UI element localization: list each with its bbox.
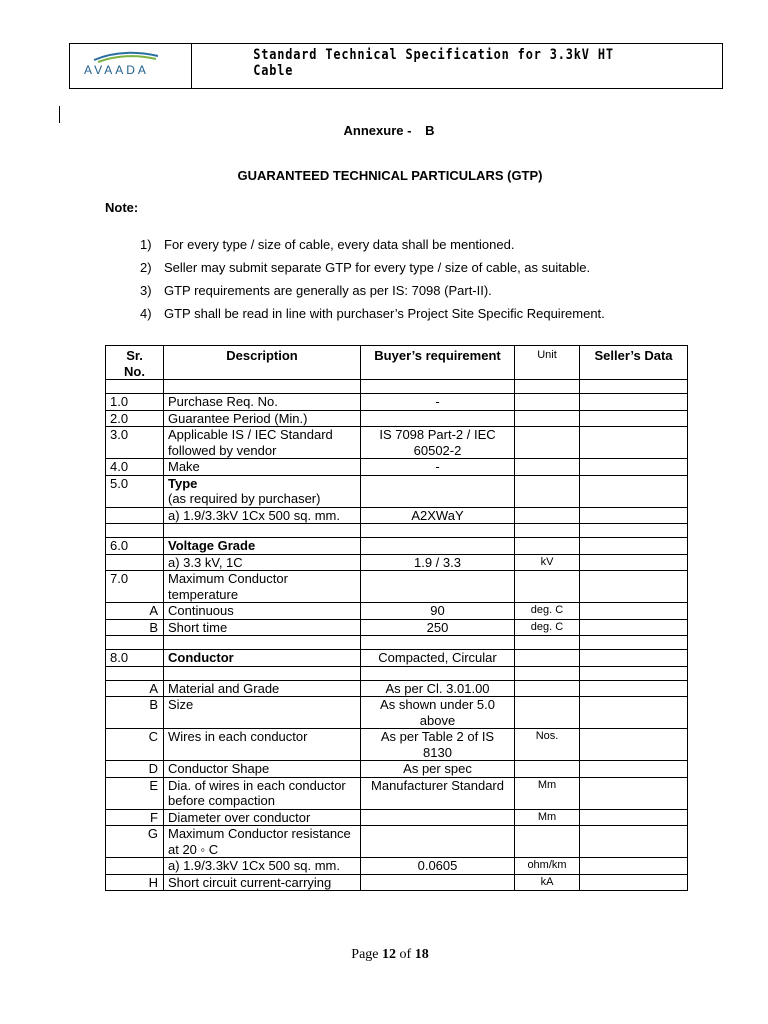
cell-sr-no: D xyxy=(106,761,164,778)
document-title: Standard Technical Specification for 3.3kV HT Cable xyxy=(253,47,614,79)
cell-description xyxy=(164,680,361,697)
cell-sr-no xyxy=(106,524,164,538)
table-row xyxy=(106,874,688,891)
header-buyer-requirement: Buyer’s requirement xyxy=(361,346,515,380)
table-row xyxy=(106,507,688,524)
cell-sr-no: G xyxy=(106,826,164,858)
cell-buyer-requirement xyxy=(361,666,515,680)
page-footer xyxy=(0,947,768,963)
document-header xyxy=(69,43,723,89)
cell-unit xyxy=(515,459,580,476)
cell-sr-no xyxy=(106,666,164,680)
cell-sr-no xyxy=(106,554,164,571)
cell-seller-data[interactable] xyxy=(580,459,688,476)
cell-buyer-requirement: As per spec xyxy=(361,761,515,778)
table-row xyxy=(106,761,688,778)
cell-unit xyxy=(515,571,580,603)
cell-seller-data[interactable] xyxy=(580,729,688,761)
description-text: Voltage Grade xyxy=(168,538,256,553)
cell-seller-data[interactable] xyxy=(580,538,688,555)
cell-buyer-requirement xyxy=(361,524,515,538)
cell-seller-data[interactable] xyxy=(580,524,688,538)
table-row xyxy=(106,697,688,729)
table-row xyxy=(106,571,688,603)
description-text: Guarantee Period (Min.) xyxy=(168,410,308,426)
header-description: Description xyxy=(164,346,361,380)
cell-unit xyxy=(515,697,580,729)
cell-buyer-requirement xyxy=(361,874,515,891)
cell-description xyxy=(164,410,361,427)
description-text: Short circuit current-carrying xyxy=(168,874,332,890)
table-row xyxy=(106,538,688,555)
table-row xyxy=(106,394,688,411)
table-row xyxy=(106,809,688,826)
cell-seller-data[interactable] xyxy=(580,427,688,459)
cell-buyer-requirement: As per Table 2 of IS 8130 xyxy=(361,729,515,761)
cell-seller-data[interactable] xyxy=(580,475,688,507)
cell-buyer-requirement: 0.0605 xyxy=(361,858,515,875)
cell-description xyxy=(164,524,361,538)
cell-buyer-requirement xyxy=(361,826,515,858)
page-total: 18 xyxy=(414,947,429,962)
table-row xyxy=(106,603,688,620)
cell-sr-no xyxy=(106,636,164,650)
cell-seller-data[interactable] xyxy=(580,826,688,858)
cell-unit xyxy=(515,410,580,427)
cell-sr-no: 5.0 xyxy=(106,475,164,507)
description-text: Maximum Conductor temperature xyxy=(168,571,288,602)
cell-seller-data[interactable] xyxy=(580,507,688,524)
cell-unit: Nos. xyxy=(515,729,580,761)
note-item: 4) GTP shall be read in line with purchaser’s Project Site Specific Requirement. xyxy=(140,306,605,321)
cell-description xyxy=(164,697,361,729)
cell-description xyxy=(164,394,361,411)
cell-seller-data[interactable] xyxy=(580,636,688,650)
cell-sr-no xyxy=(106,507,164,524)
cell-seller-data[interactable] xyxy=(580,380,688,394)
table-row xyxy=(106,729,688,761)
cell-description xyxy=(164,538,361,555)
cell-buyer-requirement xyxy=(361,571,515,603)
table-row xyxy=(106,680,688,697)
description-text: Purchase Req. No. xyxy=(168,394,278,409)
cell-unit: deg. C xyxy=(515,603,580,620)
cell-unit: deg. C xyxy=(515,619,580,636)
note-item: 1) For every type / size of cable, every data shall be mentioned. xyxy=(140,237,515,252)
header-sr-no: Sr. No. xyxy=(106,346,164,380)
cell-description xyxy=(164,761,361,778)
cell-buyer-requirement xyxy=(361,538,515,555)
cell-description xyxy=(164,554,361,571)
note-label: Note: xyxy=(105,200,139,215)
gtp-heading: GUARANTEED TECHNICAL PARTICULARS (GTP) xyxy=(237,168,543,183)
cell-buyer-requirement: IS 7098 Part-2 / IEC 60502-2 xyxy=(361,427,515,459)
logo-swoosh-icon xyxy=(92,50,162,64)
cell-sr-no: B xyxy=(106,619,164,636)
cell-seller-data[interactable] xyxy=(580,858,688,875)
notes-list xyxy=(140,237,605,329)
cell-unit xyxy=(515,761,580,778)
cell-description xyxy=(164,809,361,826)
logo-text: AVAADA xyxy=(84,63,149,77)
cell-seller-data[interactable] xyxy=(580,777,688,809)
gtp-table xyxy=(105,345,688,891)
cell-description xyxy=(164,858,361,875)
cell-description xyxy=(164,603,361,620)
cell-buyer-requirement: Compacted, Circular xyxy=(361,650,515,667)
cell-description xyxy=(164,777,361,809)
cell-unit xyxy=(515,650,580,667)
cell-sr-no: A xyxy=(106,680,164,697)
description-text: Material and Grade xyxy=(168,680,280,696)
description-text: Applicable IS / IEC Standard followed by vendor xyxy=(168,427,333,458)
description-text: a) 1.9/3.3kV 1Cx 500 sq. mm. xyxy=(168,507,340,523)
cell-sr-no: A xyxy=(106,603,164,620)
table-row xyxy=(106,410,688,427)
description-text: Type xyxy=(168,475,198,491)
cell-unit xyxy=(515,680,580,697)
cell-unit xyxy=(515,524,580,538)
cell-description xyxy=(164,826,361,858)
note-item: 2) Seller may submit separate GTP for every type / size of cable, as suitable. xyxy=(140,260,591,275)
cell-sr-no: 6.0 xyxy=(106,538,164,555)
description-text: Conductor Shape xyxy=(168,761,270,776)
table-row xyxy=(106,475,688,507)
description-text: Diameter over conductor xyxy=(168,809,311,825)
cell-unit xyxy=(515,826,580,858)
description-text: Size xyxy=(168,697,194,712)
cell-description xyxy=(164,874,361,891)
cell-description xyxy=(164,571,361,603)
cell-sr-no: F xyxy=(106,809,164,826)
cell-buyer-requirement xyxy=(361,380,515,394)
cell-buyer-requirement xyxy=(361,809,515,826)
note-item: 3) GTP requirements are generally as per IS: 7098 (Part-II). xyxy=(140,283,492,298)
description-subtext: (as required by purchaser) xyxy=(168,491,321,506)
cell-unit xyxy=(515,507,580,524)
cell-sr-no: B xyxy=(106,697,164,729)
cell-unit xyxy=(515,394,580,411)
cell-sr-no: 2.0 xyxy=(106,410,164,427)
cell-description xyxy=(164,636,361,650)
cell-seller-data[interactable] xyxy=(580,619,688,636)
cell-seller-data[interactable] xyxy=(580,410,688,427)
cell-buyer-requirement xyxy=(361,410,515,427)
cell-seller-data[interactable] xyxy=(580,680,688,697)
cell-sr-no: 7.0 xyxy=(106,571,164,603)
table-row xyxy=(106,636,688,650)
cell-buyer-requirement: 90 xyxy=(361,603,515,620)
cell-unit xyxy=(515,475,580,507)
header-seller-data: Seller’s Data xyxy=(580,346,688,380)
description-text: a) 1.9/3.3kV 1Cx 500 sq. mm. xyxy=(168,858,340,873)
table-row xyxy=(106,380,688,394)
cell-buyer-requirement: As per Cl. 3.01.00 xyxy=(361,680,515,697)
table-row xyxy=(106,826,688,858)
description-text: Continuous xyxy=(168,603,234,618)
cell-description xyxy=(164,507,361,524)
cell-sr-no xyxy=(106,380,164,394)
cell-seller-data[interactable] xyxy=(580,761,688,778)
table-row xyxy=(106,650,688,667)
annexure-letter: B xyxy=(425,123,435,138)
cell-sr-no: 4.0 xyxy=(106,459,164,476)
cell-unit: Mm xyxy=(515,777,580,809)
cell-seller-data[interactable] xyxy=(580,394,688,411)
cell-unit xyxy=(515,538,580,555)
table-row xyxy=(106,777,688,809)
page-word: Page xyxy=(351,947,379,962)
page-number: 12 xyxy=(382,947,397,962)
cell-buyer-requirement: As shown under 5.0 above xyxy=(361,697,515,729)
cell-description xyxy=(164,475,361,507)
cell-seller-data[interactable] xyxy=(580,697,688,729)
cell-buyer-requirement xyxy=(361,475,515,507)
description-text: Maximum Conductor resistance at 20 ◦ C xyxy=(168,826,351,857)
annexure-heading xyxy=(0,123,768,138)
cell-seller-data[interactable] xyxy=(580,666,688,680)
cell-unit: ohm/km xyxy=(515,858,580,875)
cell-seller-data[interactable] xyxy=(580,874,688,891)
cell-description xyxy=(164,459,361,476)
cell-buyer-requirement: Manufacturer Standard xyxy=(361,777,515,809)
cell-description xyxy=(164,650,361,667)
cell-buyer-requirement: A2XWaY xyxy=(361,507,515,524)
table-row xyxy=(106,554,688,571)
cell-buyer-requirement: 1.9 / 3.3 xyxy=(361,554,515,571)
description-text: Short time xyxy=(168,619,228,635)
cell-unit xyxy=(515,427,580,459)
cell-unit: Mm xyxy=(515,809,580,826)
cell-description xyxy=(164,380,361,394)
cell-seller-data[interactable] xyxy=(580,554,688,571)
header-unit: Unit xyxy=(515,346,580,380)
text-cursor xyxy=(59,106,60,123)
cell-sr-no: 8.0 xyxy=(106,650,164,667)
description-text: Dia. of wires in each conductor before compaction xyxy=(168,777,346,808)
cell-seller-data[interactable] xyxy=(580,571,688,603)
cell-unit xyxy=(515,636,580,650)
table-row xyxy=(106,858,688,875)
cell-unit xyxy=(515,380,580,394)
cell-description xyxy=(164,666,361,680)
cell-unit: kA xyxy=(515,874,580,891)
description-text: Wires in each conductor xyxy=(168,729,308,744)
cell-buyer-requirement: - xyxy=(361,459,515,476)
table-row xyxy=(106,427,688,459)
cell-unit: kV xyxy=(515,554,580,571)
cell-sr-no: 3.0 xyxy=(106,427,164,459)
cell-sr-no: H xyxy=(106,874,164,891)
cell-buyer-requirement: - xyxy=(361,394,515,411)
cell-description xyxy=(164,619,361,636)
cell-sr-no: 1.0 xyxy=(106,394,164,411)
table-row xyxy=(106,619,688,636)
description-text: Conductor xyxy=(168,650,234,665)
cell-seller-data[interactable] xyxy=(580,650,688,667)
page-of: of xyxy=(399,947,412,962)
cell-unit xyxy=(515,666,580,680)
cell-description xyxy=(164,729,361,761)
cell-sr-no: E xyxy=(106,777,164,809)
cell-buyer-requirement: 250 xyxy=(361,619,515,636)
cell-sr-no: C xyxy=(106,729,164,761)
cell-seller-data[interactable] xyxy=(580,809,688,826)
annexure-label: Annexure - xyxy=(343,123,412,138)
description-text: a) 3.3 kV, 1C xyxy=(168,554,243,570)
table-row xyxy=(106,459,688,476)
cell-seller-data[interactable] xyxy=(580,603,688,620)
table-row xyxy=(106,666,688,680)
description-text: Make xyxy=(168,459,200,474)
cell-sr-no xyxy=(106,858,164,875)
cell-description xyxy=(164,427,361,459)
avaada-logo xyxy=(70,44,192,88)
table-row xyxy=(106,524,688,538)
cell-buyer-requirement xyxy=(361,636,515,650)
